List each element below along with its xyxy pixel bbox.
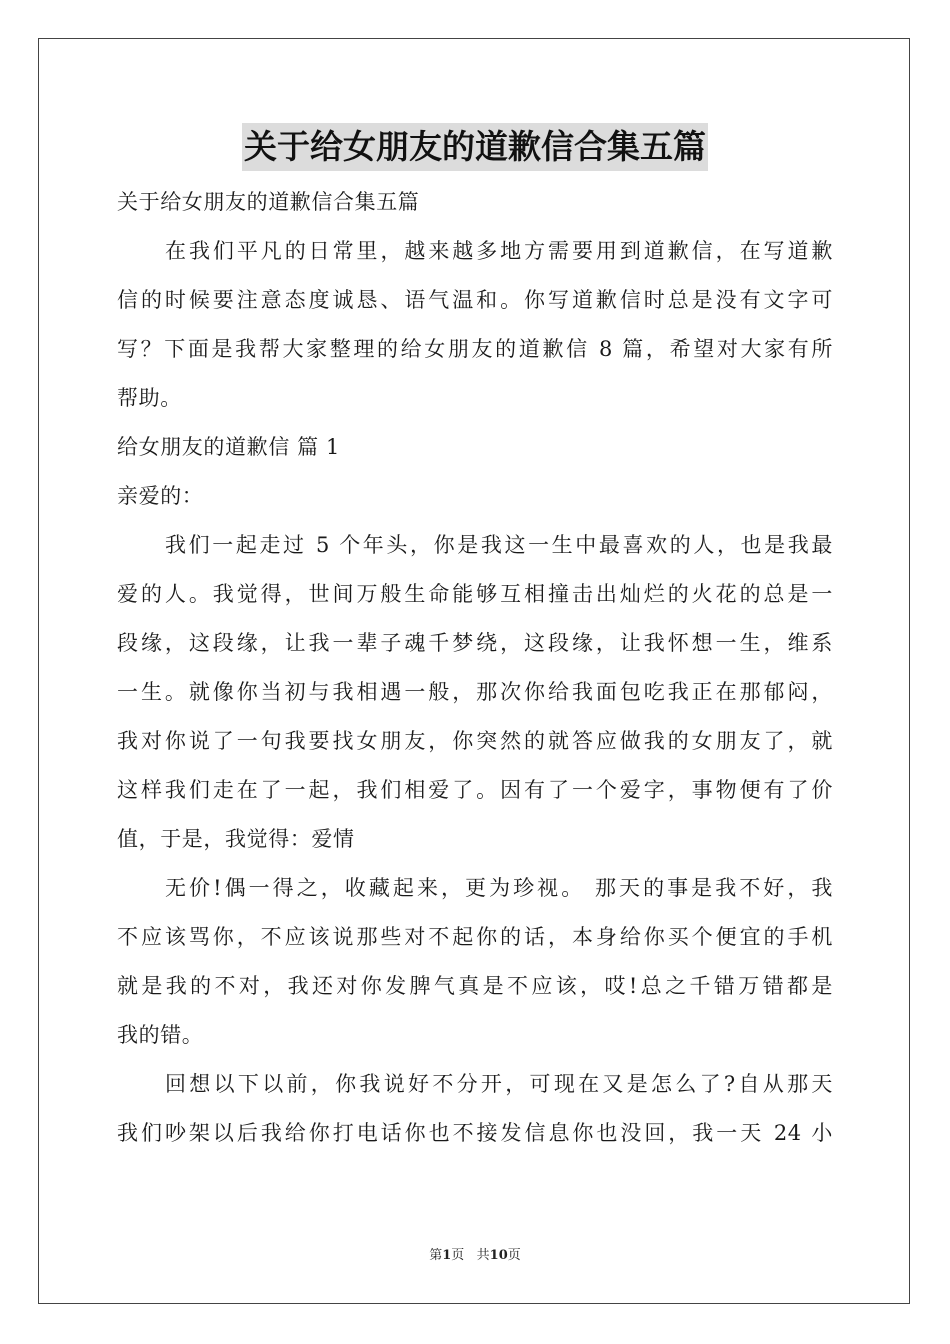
paragraph-line: 我的错。: [117, 1023, 204, 1047]
paragraph-line: 信的时候要注意态度诚恳、语气温和。你写道歉信时总是没有文字可: [117, 288, 833, 312]
document-title: 关于给女朋友的道歉信合集五篇: [242, 123, 708, 171]
paragraph-line: 帮助。: [117, 386, 182, 410]
paragraph-line: 写？下面是我帮大家整理的给女朋友的道歉信 8 篇，希望对大家有所: [117, 337, 833, 361]
paragraph-line: 这样我们走在了一起，我们相爱了。因有了一个爱字，事物便有了价: [117, 778, 833, 802]
salutation-line: 亲爱的：: [117, 484, 204, 508]
paragraph-line: 我对你说了一句我要找女朋友，你突然的就答应做我的女朋友了，就: [117, 729, 833, 753]
paragraph-line: 不应该骂你，不应该说那些对不起你的话，本身给你买个便宜的手机: [117, 925, 833, 949]
section-heading: 给女朋友的道歉信 篇 1: [117, 435, 340, 459]
title-container: [0, 123, 950, 171]
paragraph-line: 无价!偶一得之，收藏起来，更为珍视。 那天的事是我不好，我: [165, 876, 833, 900]
paragraph-line: 在我们平凡的日常里，越来越多地方需要用到道歉信，在写道歉: [165, 239, 833, 263]
paragraph-line: 回想以下以前，你我说好不分开，可现在又是怎么了?自从那天: [165, 1072, 833, 1096]
footer-page-mid: 页 共: [451, 1248, 490, 1263]
footer-page-prefix: 第: [429, 1248, 443, 1263]
paragraph-line: 一生。就像你当初与我相遇一般，那次你给我面包吃我正在那郁闷，: [117, 680, 833, 704]
footer-page-current: 1: [442, 1248, 452, 1263]
paragraph-line: 我们吵架以后我给你打电话你也不接发信息你也没回，我一天 24 小: [117, 1121, 833, 1145]
footer-page-suffix: 页: [507, 1248, 521, 1263]
paragraph-line: 爱的人。我觉得，世间万般生命能够互相撞击出灿烂的火花的总是一: [117, 582, 833, 606]
page-footer: [0, 1247, 950, 1265]
paragraph-line: 值，于是，我觉得：爱情: [117, 827, 355, 851]
paragraph-line: 我们一起走过 5 个年头，你是我这一生中最喜欢的人，也是我最: [165, 533, 833, 557]
document-body: [117, 178, 833, 1158]
subtitle-line: 关于给女朋友的道歉信合集五篇: [117, 190, 420, 214]
paragraph-line: 段缘，这段缘，让我一辈子魂千梦绕，这段缘，让我怀想一生，维系: [117, 631, 833, 655]
footer-page-total: 10: [489, 1248, 508, 1263]
paragraph-line: 就是我的不对，我还对你发脾气真是不应该，哎!总之千错万错都是: [117, 974, 833, 998]
